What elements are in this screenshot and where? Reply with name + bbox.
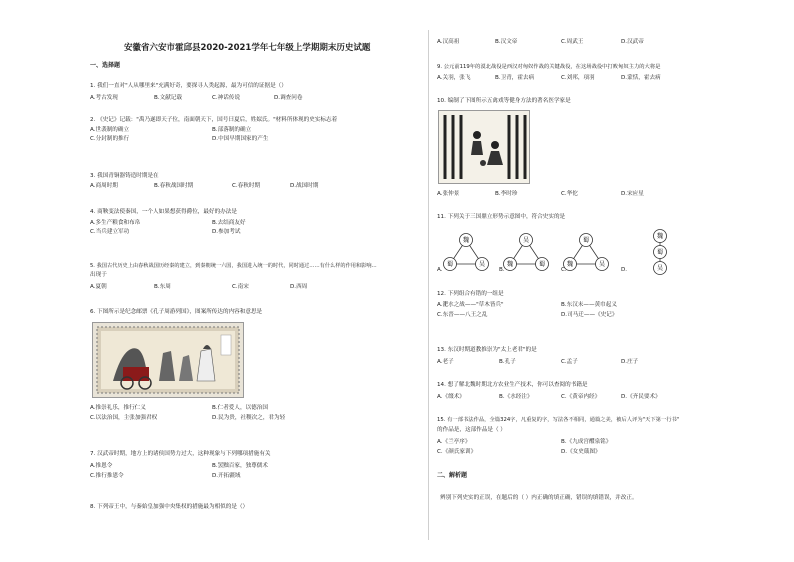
question-14-stem: 14. 想了解北魏时期北方农业生产技术，你可以查阅的书籍是	[437, 382, 588, 388]
option[interactable]: A.夏朝	[90, 284, 107, 290]
question-13-stem: 13. 东汉时期道教推崇为"太上老君"的是	[437, 347, 537, 353]
question-6-stem: 6. 下图所示是纪念邮票《孔子周游列国》，图案所传达的内容和意思是	[90, 309, 263, 315]
diagram-d-label: 蜀	[656, 249, 664, 256]
option[interactable]: C.南宋	[232, 284, 249, 290]
exam-title: 安徽省六安市霍邱县2020-2021学年七年级上学期期末历史试题	[124, 43, 371, 53]
question-5-stem: 5. 我国古代历史上由春秋战国历经秦的建立，到秦朝统一六国，我国进入统一的时代，同时通过……有什么样的作用和影响…	[90, 263, 377, 269]
option[interactable]: A.《缀术》	[437, 394, 465, 400]
diagram-c-label: 蜀	[582, 237, 590, 244]
option[interactable]: A.张仲景	[437, 191, 460, 197]
question-11-options	[437, 266, 767, 275]
option[interactable]: C.《黄帝内经》	[561, 394, 601, 400]
question-11-stem: 11. 下列关于三国鼎立形势示意图中，符合史实的是	[437, 214, 566, 220]
question-5-stem-2: 出现于	[90, 272, 107, 278]
diagram-b-label: 吴	[522, 237, 530, 244]
option[interactable]: D.《女史箴图》	[561, 449, 601, 455]
option[interactable]: B.《九成宫醴泉铭》	[561, 439, 612, 445]
question-7-stem: 7. 汉武帝时期，地方上的诸侯国势力过大，这种现象与下列哪项措施有关	[90, 451, 271, 457]
question-10-options	[437, 190, 767, 199]
option[interactable]: D.司马迁——《史记》	[561, 312, 618, 318]
option[interactable]: C.推行推恩令	[90, 473, 124, 479]
option[interactable]: B.东周	[154, 284, 171, 290]
option[interactable]: A.《兰亭序》	[437, 439, 471, 445]
option[interactable]: C.以法治国，主张加强君权	[90, 415, 158, 421]
option[interactable]: C.华佗	[561, 191, 578, 197]
question-9-options	[437, 74, 767, 83]
diagram-b-label: 魏	[506, 261, 514, 268]
option[interactable]: B.李时珍	[495, 191, 518, 197]
option[interactable]: A.淝水之战——"草木皆兵"	[437, 302, 504, 308]
section-analysis-instruction: 辨别下列史实的正误，在题后的（ ）内正确的填正确，错误的填错误，并改正。	[440, 495, 638, 501]
question-12-options	[437, 301, 767, 321]
question-6-options	[90, 404, 420, 424]
question-15-stem: 15. 有一部书法作品，全篇324字，凡重复的字，写法各不相同，通篇之美，被后人评为"天下第一行书"	[437, 417, 680, 423]
stamp-illustration	[93, 323, 243, 397]
question-2-stem: 2. 《史记》记载："禹乃遂即天子位，南面朝天下，国号曰夏后，姓姒氏。"材料所体现的史实标志着	[90, 117, 338, 123]
option[interactable]: A.汉高祖	[437, 39, 460, 45]
option[interactable]: C.《颜氏家训》	[437, 449, 477, 455]
option[interactable]: A.多生产粮食和布帛	[90, 220, 141, 226]
section-choice-heading: 一、选择题	[90, 62, 121, 69]
question-13-options	[437, 358, 767, 367]
question-3-stem: 3. 我国青铜器铸造时期是在	[90, 173, 159, 179]
option[interactable]: C.分封制的推行	[90, 136, 130, 142]
option[interactable]: C.春秋时期	[232, 183, 261, 189]
option[interactable]: C.当兵建立军功	[90, 229, 130, 235]
option[interactable]: C.神话传说	[212, 95, 241, 101]
option[interactable]: B.卫青，霍去病	[495, 75, 535, 81]
option[interactable]: A.考古发现	[90, 95, 118, 101]
diagram-b-label: 蜀	[538, 261, 546, 268]
question-2-options	[90, 126, 420, 146]
option[interactable]: B.	[499, 267, 505, 273]
option[interactable]: D.《齐民要术》	[621, 394, 661, 400]
option[interactable]: D.战国时期	[290, 183, 319, 189]
question-7-options	[90, 462, 420, 482]
option[interactable]: D.蒙恬，霍去病	[621, 75, 661, 81]
option[interactable]: C.周武王	[561, 39, 584, 45]
option[interactable]: B.汉文帝	[495, 39, 518, 45]
question-8-stem: 8. 下列帝王中，与秦始皇加强中央集权的措施最为相似的是（）	[90, 504, 249, 510]
option[interactable]: A.推崇礼乐，推行仁义	[90, 405, 146, 411]
option[interactable]: D.中国早期国家的产生	[212, 136, 269, 142]
question-15-options	[437, 438, 767, 458]
diagram-c-label: 魏	[566, 261, 574, 268]
question-3-options	[90, 182, 420, 191]
question-5-options	[90, 283, 420, 292]
question-8-options	[437, 38, 767, 47]
question-4-stem: 4. 商鞅变法使秦国，一个人如果想获得爵位，最好的办法是	[90, 209, 237, 215]
section-analysis-heading: 二、解析题	[437, 472, 468, 479]
wuqinxi-image	[438, 110, 530, 184]
option[interactable]: C.	[561, 267, 567, 273]
stamp-image	[92, 322, 244, 398]
option[interactable]: B.去结商友好	[212, 220, 246, 226]
question-14-options	[437, 393, 767, 402]
option[interactable]: D.庄子	[621, 359, 639, 365]
option[interactable]: D.调查问卷	[274, 95, 303, 101]
option[interactable]: B.文献记载	[154, 95, 182, 101]
diagram-c-label: 吴	[598, 261, 606, 268]
question-1-options	[90, 94, 420, 103]
question-15-stem-2: 的作品是，这部作品是（ ）	[437, 427, 506, 433]
option[interactable]: A.老子	[437, 359, 454, 365]
option[interactable]: B.罢黜百家，独尊儒术	[212, 463, 268, 469]
option[interactable]: D.汉武帝	[621, 39, 644, 45]
option[interactable]: D.宋应星	[621, 191, 644, 197]
option[interactable]: A.商周时期	[90, 183, 118, 189]
diagram-a-label: 蜀	[446, 261, 454, 268]
option[interactable]: B.《水经注》	[499, 394, 533, 400]
option[interactable]: D.西周	[290, 284, 308, 290]
diagram-a-label: 魏	[462, 237, 470, 244]
option[interactable]: C.刘邦，项羽	[561, 75, 595, 81]
question-10-stem: 10. 编制了下图所示五禽戏等健身方法的著名医学家是	[437, 98, 571, 104]
option[interactable]: B.孔子	[499, 359, 516, 365]
option[interactable]: D.开拓疆域	[212, 473, 241, 479]
option[interactable]: D.民为贵，社稷次之，君为轻	[212, 415, 286, 421]
option[interactable]: A.世袭制的确立	[90, 127, 130, 133]
question-4-options	[90, 219, 420, 239]
diagram-a-label: 吴	[478, 261, 486, 268]
option[interactable]: A.关羽，张飞	[437, 75, 471, 81]
option[interactable]: C.孟子	[561, 359, 578, 365]
option[interactable]: B.东汉末——黄巾起义	[561, 302, 617, 308]
question-12-stem: 12. 下列组合有错的一组是	[437, 291, 504, 297]
wuqinxi-illustration	[439, 111, 529, 183]
question-1-stem: 1. 我们一直对"人从哪里来"充满好奇，要探寻人类起源，最为可信的证据是（）	[90, 83, 287, 89]
diagram-d-label: 吴	[656, 265, 664, 272]
diagram-d-label: 魏	[656, 233, 664, 240]
option[interactable]: C.东晋——八王之乱	[437, 312, 488, 318]
column-divider	[428, 30, 429, 540]
option[interactable]: B.仁者爱人，以德治国	[212, 405, 268, 411]
question-9-stem: 9. 公元前119年的漠北战役是西汉对匈奴作战的关键战役，在这场战役中打败匈奴主力的大将是	[437, 64, 661, 70]
option[interactable]: D.	[621, 267, 628, 273]
option[interactable]: B.春秋战国时期	[154, 183, 194, 189]
option[interactable]: B.部落制的确立	[212, 127, 252, 133]
option[interactable]: A.推恩令	[90, 463, 113, 469]
option[interactable]: D.参加考试	[212, 229, 241, 235]
option[interactable]: A.	[437, 267, 443, 273]
